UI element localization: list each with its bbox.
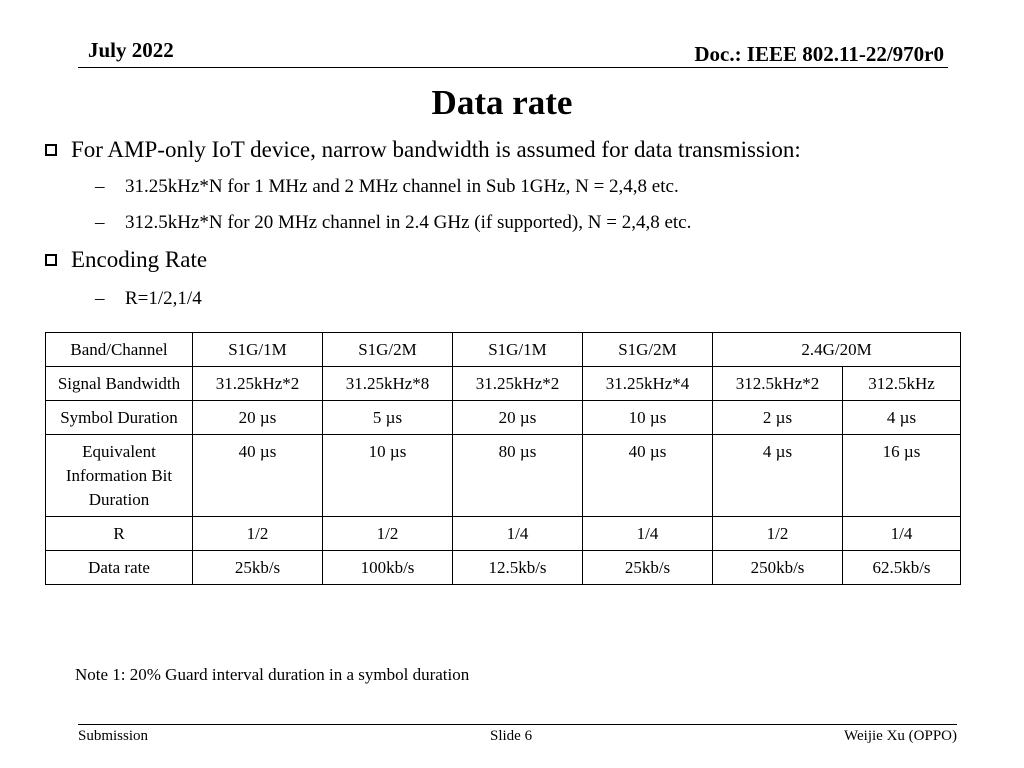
table-cell: 1/4 bbox=[583, 517, 713, 551]
table-cell: 25kb/s bbox=[193, 551, 323, 585]
table-cell: 1/2 bbox=[193, 517, 323, 551]
table-cell: 312.5kHz*2 bbox=[713, 367, 843, 401]
table-cell: 10 µs bbox=[323, 435, 453, 517]
dash-bullet-icon: – bbox=[95, 212, 105, 233]
table-row bbox=[46, 551, 961, 585]
table-cell: 31.25kHz*4 bbox=[583, 367, 713, 401]
dash-bullet-icon: – bbox=[95, 288, 105, 309]
row-label-cell: Data rate bbox=[46, 551, 193, 585]
row-label-cell: R bbox=[46, 517, 193, 551]
footer-author: Weijie Xu (OPPO) bbox=[844, 728, 957, 744]
table-cell: 25kb/s bbox=[583, 551, 713, 585]
slide-title: Data rate bbox=[431, 83, 573, 122]
table-cell: 312.5kHz bbox=[843, 367, 961, 401]
table-header-cell: 2.4G/20M bbox=[713, 333, 961, 367]
table-cell: 100kb/s bbox=[323, 551, 453, 585]
table-cell: 250kb/s bbox=[713, 551, 843, 585]
bullet-text: Encoding Rate bbox=[71, 247, 208, 272]
table-header-row bbox=[46, 333, 961, 367]
square-bullet-icon bbox=[45, 254, 57, 266]
sub-bullet-item bbox=[95, 212, 691, 234]
header-date: July 2022 bbox=[88, 38, 174, 62]
table-row bbox=[46, 517, 961, 551]
sub-bullet-item bbox=[95, 176, 679, 198]
dash-bullet-icon: – bbox=[95, 176, 105, 197]
sub-bullet-text: 31.25kHz*N for 1 MHz and 2 MHz channel in Sub 1GHz, N = 2,4,8 etc. bbox=[125, 176, 679, 197]
table-row bbox=[46, 435, 961, 517]
table-cell: 16 µs bbox=[843, 435, 961, 517]
sub-bullet-text: R=1/2,1/4 bbox=[125, 288, 202, 309]
row-label-cell: Symbol Duration bbox=[46, 401, 193, 435]
sub-bullet-text: 312.5kHz*N for 20 MHz channel in 2.4 GHz (if supported), N = 2,4,8 etc. bbox=[125, 212, 692, 233]
footer-submission: Submission bbox=[78, 728, 149, 744]
table-cell: 31.25kHz*2 bbox=[193, 367, 323, 401]
table-cell: 1/4 bbox=[843, 517, 961, 551]
table-cell: 20 µs bbox=[193, 401, 323, 435]
table-cell: 1/2 bbox=[713, 517, 843, 551]
table-cell: 2 µs bbox=[713, 401, 843, 435]
table-row bbox=[46, 401, 961, 435]
row-label-cell: Signal Bandwidth bbox=[46, 367, 193, 401]
bullet-text: For AMP-only IoT device, narrow bandwidth is assumed for data transmission: bbox=[71, 137, 801, 162]
header-divider bbox=[78, 67, 948, 68]
table-cell: 10 µs bbox=[583, 401, 713, 435]
table-header-cell: S1G/2M bbox=[323, 333, 453, 367]
table-header-cell: Band/Channel bbox=[46, 333, 193, 367]
table-cell: 12.5kb/s bbox=[453, 551, 583, 585]
square-bullet-icon bbox=[45, 144, 57, 156]
table-header-cell: S1G/1M bbox=[453, 333, 583, 367]
table-cell: 31.25kHz*8 bbox=[323, 367, 453, 401]
row-label-cell: Equivalent Information Bit Duration bbox=[46, 435, 193, 517]
bullet-item bbox=[45, 247, 207, 273]
table-header-cell: S1G/2M bbox=[583, 333, 713, 367]
table-cell: 62.5kb/s bbox=[843, 551, 961, 585]
table-cell: 4 µs bbox=[713, 435, 843, 517]
table-cell: 1/4 bbox=[453, 517, 583, 551]
table-cell: 40 µs bbox=[583, 435, 713, 517]
table-cell: 4 µs bbox=[843, 401, 961, 435]
table-cell: 5 µs bbox=[323, 401, 453, 435]
table-cell: 80 µs bbox=[453, 435, 583, 517]
table-cell: 20 µs bbox=[453, 401, 583, 435]
table-header-cell: S1G/1M bbox=[193, 333, 323, 367]
footer-divider bbox=[78, 724, 957, 725]
data-rate-table bbox=[45, 332, 961, 585]
table-cell: 40 µs bbox=[193, 435, 323, 517]
bullet-item bbox=[45, 137, 801, 163]
table-cell: 1/2 bbox=[323, 517, 453, 551]
sub-bullet-item bbox=[95, 288, 202, 310]
table-row bbox=[46, 367, 961, 401]
footer-slide-number: Slide 6 bbox=[490, 728, 533, 744]
header-doc-id: Doc.: IEEE 802.11-22/970r0 bbox=[694, 42, 944, 66]
table-cell: 31.25kHz*2 bbox=[453, 367, 583, 401]
footnote: Note 1: 20% Guard interval duration in a symbol duration bbox=[75, 665, 470, 684]
